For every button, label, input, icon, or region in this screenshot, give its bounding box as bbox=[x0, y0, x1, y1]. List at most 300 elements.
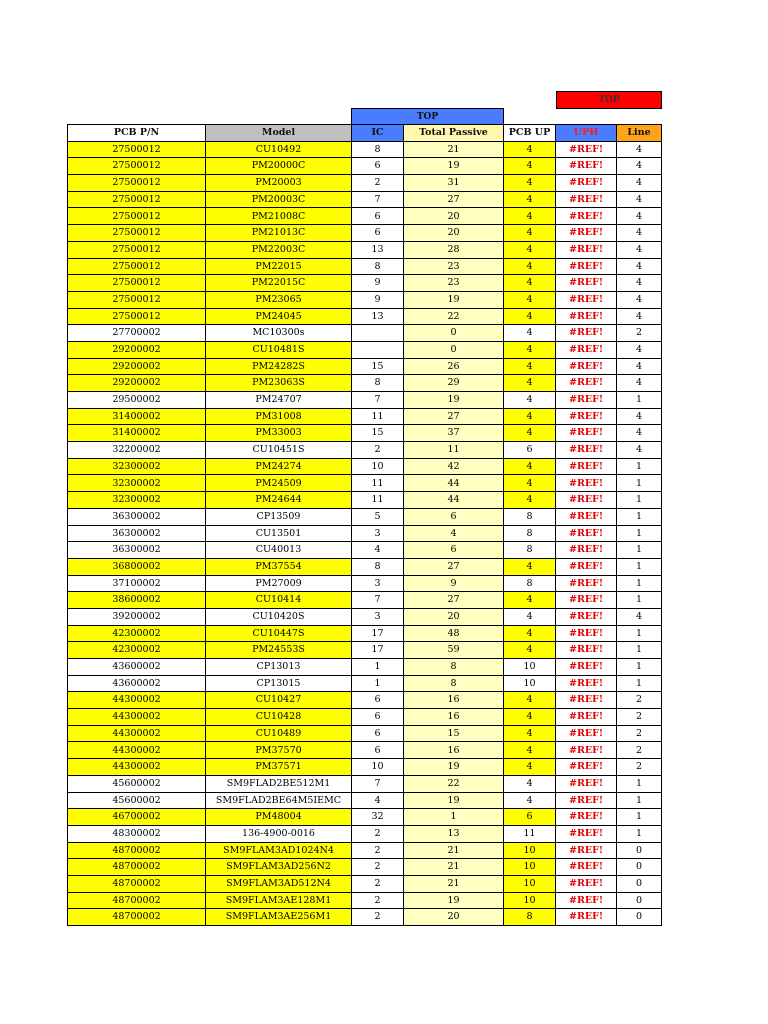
cell-model: CP13013 bbox=[206, 659, 352, 676]
cell-total-passive: 59 bbox=[404, 642, 504, 659]
cell-pcb-pn: 36300002 bbox=[68, 508, 206, 525]
cell-pcb-pn: 31400002 bbox=[68, 425, 206, 442]
table-row bbox=[68, 442, 662, 459]
cell-line: 4 bbox=[617, 408, 662, 425]
cell-uph: #REF! bbox=[556, 208, 617, 225]
cell-total-passive: 44 bbox=[404, 492, 504, 509]
cell-line: 2 bbox=[617, 725, 662, 742]
cell-uph: #REF! bbox=[556, 859, 617, 876]
cell-pcb-up: 4 bbox=[504, 275, 556, 292]
table-row bbox=[68, 809, 662, 826]
cell-ic: 6 bbox=[352, 692, 404, 709]
table-row bbox=[68, 825, 662, 842]
cell-total-passive: 20 bbox=[404, 225, 504, 242]
cell-uph: #REF! bbox=[556, 525, 617, 542]
cell-uph: #REF! bbox=[556, 392, 617, 409]
cell-line: 4 bbox=[617, 225, 662, 242]
cell-pcb-up: 10 bbox=[504, 875, 556, 892]
cell-pcb-pn: 27500012 bbox=[68, 208, 206, 225]
cell-pcb-up: 4 bbox=[504, 358, 556, 375]
header-ic: IC bbox=[352, 125, 404, 142]
table-row bbox=[68, 892, 662, 909]
cell-total-passive: 19 bbox=[404, 158, 504, 175]
table-row bbox=[68, 141, 662, 158]
cell-pcb-pn: 44300002 bbox=[68, 692, 206, 709]
cell-ic: 2 bbox=[352, 909, 404, 926]
table-row bbox=[68, 625, 662, 642]
cell-line: 4 bbox=[617, 241, 662, 258]
cell-pcb-pn: 43600002 bbox=[68, 675, 206, 692]
cell-total-passive: 31 bbox=[404, 175, 504, 192]
cell-uph: #REF! bbox=[556, 358, 617, 375]
cell-total-passive: 44 bbox=[404, 475, 504, 492]
table-row bbox=[68, 909, 662, 926]
cell-uph: #REF! bbox=[556, 742, 617, 759]
cell-pcb-up: 8 bbox=[504, 525, 556, 542]
cell-pcb-pn: 39200002 bbox=[68, 608, 206, 625]
cell-line: 4 bbox=[617, 158, 662, 175]
cell-pcb-up: 4 bbox=[504, 475, 556, 492]
table-row bbox=[68, 575, 662, 592]
table-row bbox=[68, 275, 662, 292]
cell-line: 1 bbox=[617, 659, 662, 676]
cell-uph: #REF! bbox=[556, 608, 617, 625]
cell-total-passive: 19 bbox=[404, 291, 504, 308]
cell-total-passive: 8 bbox=[404, 675, 504, 692]
cell-pcb-pn: 36800002 bbox=[68, 558, 206, 575]
cell-ic: 13 bbox=[352, 308, 404, 325]
cell-ic: 3 bbox=[352, 575, 404, 592]
cell-model: PM37571 bbox=[206, 759, 352, 776]
cell-total-passive: 15 bbox=[404, 725, 504, 742]
cell-uph: #REF! bbox=[556, 842, 617, 859]
cell-total-passive: 19 bbox=[404, 392, 504, 409]
cell-ic: 11 bbox=[352, 408, 404, 425]
cell-pcb-up: 6 bbox=[504, 442, 556, 459]
cell-uph: #REF! bbox=[556, 875, 617, 892]
cell-uph: #REF! bbox=[556, 625, 617, 642]
cell-line: 1 bbox=[617, 675, 662, 692]
cell-pcb-pn: 48700002 bbox=[68, 892, 206, 909]
cell-pcb-up: 4 bbox=[504, 225, 556, 242]
table-row bbox=[68, 208, 662, 225]
cell-pcb-pn: 27500012 bbox=[68, 191, 206, 208]
cell-line: 1 bbox=[617, 475, 662, 492]
cell-line: 1 bbox=[617, 642, 662, 659]
cell-model: CU13501 bbox=[206, 525, 352, 542]
cell-model: PM24282S bbox=[206, 358, 352, 375]
cell-uph: #REF! bbox=[556, 692, 617, 709]
cell-model: CU10414 bbox=[206, 592, 352, 609]
cell-pcb-pn: 32300002 bbox=[68, 492, 206, 509]
cell-uph: #REF! bbox=[556, 825, 617, 842]
header-uph: UPH bbox=[556, 125, 617, 142]
cell-ic: 7 bbox=[352, 775, 404, 792]
cell-line: 2 bbox=[617, 692, 662, 709]
cell-uph: #REF! bbox=[556, 775, 617, 792]
cell-ic: 8 bbox=[352, 558, 404, 575]
cell-pcb-up: 11 bbox=[504, 825, 556, 842]
cell-ic: 11 bbox=[352, 475, 404, 492]
table-row bbox=[68, 642, 662, 659]
cell-pcb-up: 10 bbox=[504, 675, 556, 692]
table-row bbox=[68, 225, 662, 242]
cell-model: PM23063S bbox=[206, 375, 352, 392]
cell-total-passive: 22 bbox=[404, 775, 504, 792]
table-row bbox=[68, 775, 662, 792]
table-row bbox=[68, 842, 662, 859]
cell-pcb-up: 4 bbox=[504, 642, 556, 659]
cell-pcb-up: 4 bbox=[504, 709, 556, 726]
cell-pcb-up: 8 bbox=[504, 508, 556, 525]
cell-total-passive: 19 bbox=[404, 892, 504, 909]
table-row bbox=[68, 508, 662, 525]
table-row bbox=[68, 158, 662, 175]
cell-uph: #REF! bbox=[556, 792, 617, 809]
cell-model: PM23065 bbox=[206, 291, 352, 308]
cell-model: PM24553S bbox=[206, 642, 352, 659]
cell-total-passive: 20 bbox=[404, 608, 504, 625]
cell-uph: #REF! bbox=[556, 759, 617, 776]
table-row bbox=[68, 258, 662, 275]
table-row bbox=[68, 709, 662, 726]
cell-ic: 32 bbox=[352, 809, 404, 826]
table-row bbox=[68, 291, 662, 308]
table-row bbox=[68, 358, 662, 375]
cell-pcb-pn: 27500012 bbox=[68, 158, 206, 175]
cell-model: CU40013 bbox=[206, 542, 352, 559]
cell-line: 1 bbox=[617, 575, 662, 592]
cell-total-passive: 21 bbox=[404, 842, 504, 859]
header-pcb-pn: PCB P/N bbox=[68, 125, 206, 142]
cell-line: 1 bbox=[617, 775, 662, 792]
table-row bbox=[68, 692, 662, 709]
cell-uph: #REF! bbox=[556, 341, 617, 358]
cell-pcb-up: 4 bbox=[504, 725, 556, 742]
cell-pcb-up: 4 bbox=[504, 308, 556, 325]
cell-ic: 6 bbox=[352, 158, 404, 175]
cell-model: SM9FLAM3AE256M1 bbox=[206, 909, 352, 926]
cell-model: PM24707 bbox=[206, 392, 352, 409]
cell-model: PM24644 bbox=[206, 492, 352, 509]
table-row bbox=[68, 408, 662, 425]
cell-model: CU10427 bbox=[206, 692, 352, 709]
cell-pcb-pn: 27500012 bbox=[68, 175, 206, 192]
cell-ic: 10 bbox=[352, 759, 404, 776]
cell-line: 0 bbox=[617, 892, 662, 909]
table-row bbox=[68, 542, 662, 559]
cell-pcb-up: 10 bbox=[504, 859, 556, 876]
table-row bbox=[68, 241, 662, 258]
cell-pcb-pn: 29200002 bbox=[68, 358, 206, 375]
cell-pcb-up: 4 bbox=[504, 592, 556, 609]
cell-pcb-up: 4 bbox=[504, 141, 556, 158]
cell-ic: 7 bbox=[352, 592, 404, 609]
table-row bbox=[68, 859, 662, 876]
cell-pcb-up: 4 bbox=[504, 425, 556, 442]
cell-model: PM27009 bbox=[206, 575, 352, 592]
cell-uph: #REF! bbox=[556, 642, 617, 659]
cell-total-passive: 0 bbox=[404, 341, 504, 358]
cell-total-passive: 21 bbox=[404, 875, 504, 892]
cell-ic: 7 bbox=[352, 191, 404, 208]
cell-uph: #REF! bbox=[556, 558, 617, 575]
cell-total-passive: 27 bbox=[404, 408, 504, 425]
cell-ic: 17 bbox=[352, 642, 404, 659]
table-row bbox=[68, 308, 662, 325]
cell-pcb-pn: 29500002 bbox=[68, 392, 206, 409]
cell-uph: #REF! bbox=[556, 458, 617, 475]
cell-pcb-pn: 27500012 bbox=[68, 291, 206, 308]
cell-total-passive: 21 bbox=[404, 859, 504, 876]
cell-pcb-pn: 29200002 bbox=[68, 341, 206, 358]
cell-total-passive: 27 bbox=[404, 191, 504, 208]
cell-uph: #REF! bbox=[556, 408, 617, 425]
cell-pcb-pn: 38600002 bbox=[68, 592, 206, 609]
cell-line: 1 bbox=[617, 492, 662, 509]
cell-ic: 10 bbox=[352, 458, 404, 475]
cell-pcb-pn: 48700002 bbox=[68, 909, 206, 926]
cell-pcb-up: 6 bbox=[504, 809, 556, 826]
cell-uph: #REF! bbox=[556, 141, 617, 158]
cell-model: PM22015C bbox=[206, 275, 352, 292]
cell-line: 2 bbox=[617, 742, 662, 759]
cell-pcb-pn: 27500012 bbox=[68, 225, 206, 242]
cell-pcb-up: 4 bbox=[504, 492, 556, 509]
cell-line: 0 bbox=[617, 875, 662, 892]
header-model: Model bbox=[206, 125, 352, 142]
cell-total-passive: 23 bbox=[404, 275, 504, 292]
cell-pcb-pn: 44300002 bbox=[68, 759, 206, 776]
table-row bbox=[68, 425, 662, 442]
cell-ic: 4 bbox=[352, 542, 404, 559]
cell-pcb-up: 4 bbox=[504, 759, 556, 776]
cell-model: PM24509 bbox=[206, 475, 352, 492]
cell-uph: #REF! bbox=[556, 175, 617, 192]
cell-pcb-up: 4 bbox=[504, 375, 556, 392]
cell-pcb-pn: 44300002 bbox=[68, 742, 206, 759]
header-total-passive: Total Passive bbox=[404, 125, 504, 142]
cell-pcb-pn: 42300002 bbox=[68, 625, 206, 642]
cell-model: SM9FLAM3AD512N4 bbox=[206, 875, 352, 892]
cell-model: CP13015 bbox=[206, 675, 352, 692]
cell-total-passive: 29 bbox=[404, 375, 504, 392]
cell-pcb-pn: 27500012 bbox=[68, 241, 206, 258]
cell-line: 4 bbox=[617, 258, 662, 275]
cell-pcb-pn: 45600002 bbox=[68, 775, 206, 792]
cell-ic: 8 bbox=[352, 258, 404, 275]
cell-ic bbox=[352, 341, 404, 358]
cell-ic: 1 bbox=[352, 675, 404, 692]
cell-pcb-up: 4 bbox=[504, 158, 556, 175]
cell-pcb-up: 8 bbox=[504, 909, 556, 926]
cell-pcb-up: 4 bbox=[504, 291, 556, 308]
cell-ic: 5 bbox=[352, 508, 404, 525]
cell-ic: 2 bbox=[352, 842, 404, 859]
cell-pcb-up: 4 bbox=[504, 175, 556, 192]
table-row bbox=[68, 492, 662, 509]
cell-pcb-up: 4 bbox=[504, 625, 556, 642]
cell-model: PM22003C bbox=[206, 241, 352, 258]
cell-line: 4 bbox=[617, 608, 662, 625]
cell-model: PM37570 bbox=[206, 742, 352, 759]
cell-model: SM9FLAD2BE64M5IEMC bbox=[206, 792, 352, 809]
cell-ic: 13 bbox=[352, 241, 404, 258]
cell-total-passive: 27 bbox=[404, 558, 504, 575]
cell-pcb-pn: 46700002 bbox=[68, 809, 206, 826]
cell-model: CU10481S bbox=[206, 341, 352, 358]
table-row bbox=[68, 475, 662, 492]
cell-pcb-up: 4 bbox=[504, 408, 556, 425]
cell-pcb-pn: 48300002 bbox=[68, 825, 206, 842]
cell-pcb-pn: 43600002 bbox=[68, 659, 206, 676]
cell-pcb-pn: 29200002 bbox=[68, 375, 206, 392]
cell-total-passive: 22 bbox=[404, 308, 504, 325]
cell-uph: #REF! bbox=[556, 542, 617, 559]
cell-uph: #REF! bbox=[556, 492, 617, 509]
cell-pcb-pn: 48700002 bbox=[68, 842, 206, 859]
cell-ic: 2 bbox=[352, 859, 404, 876]
cell-line: 2 bbox=[617, 325, 662, 342]
cell-line: 1 bbox=[617, 625, 662, 642]
cell-line: 2 bbox=[617, 709, 662, 726]
cell-line: 1 bbox=[617, 458, 662, 475]
table-row bbox=[68, 792, 662, 809]
table-row bbox=[68, 608, 662, 625]
cell-uph: #REF! bbox=[556, 475, 617, 492]
cell-line: 4 bbox=[617, 341, 662, 358]
table-row bbox=[68, 742, 662, 759]
cell-ic: 17 bbox=[352, 625, 404, 642]
cell-pcb-pn: 48700002 bbox=[68, 875, 206, 892]
cell-line: 4 bbox=[617, 308, 662, 325]
cell-uph: #REF! bbox=[556, 275, 617, 292]
cell-model: PM22015 bbox=[206, 258, 352, 275]
cell-ic: 2 bbox=[352, 892, 404, 909]
cell-model: CU10451S bbox=[206, 442, 352, 459]
table-row bbox=[68, 725, 662, 742]
cell-total-passive: 20 bbox=[404, 208, 504, 225]
cell-line: 1 bbox=[617, 542, 662, 559]
top-red-label: TOP bbox=[556, 91, 662, 109]
cell-ic: 6 bbox=[352, 742, 404, 759]
cell-total-passive: 6 bbox=[404, 508, 504, 525]
cell-pcb-pn: 48700002 bbox=[68, 859, 206, 876]
cell-uph: #REF! bbox=[556, 158, 617, 175]
table-row bbox=[68, 341, 662, 358]
header-line: Line bbox=[617, 125, 662, 142]
cell-line: 1 bbox=[617, 792, 662, 809]
cell-uph: #REF! bbox=[556, 675, 617, 692]
table-row bbox=[68, 592, 662, 609]
cell-uph: #REF! bbox=[556, 709, 617, 726]
cell-ic: 9 bbox=[352, 291, 404, 308]
cell-pcb-pn: 42300002 bbox=[68, 642, 206, 659]
cell-ic: 6 bbox=[352, 225, 404, 242]
cell-total-passive: 48 bbox=[404, 625, 504, 642]
cell-pcb-pn: 45600002 bbox=[68, 792, 206, 809]
cell-model: SM9FLAM3AD256N2 bbox=[206, 859, 352, 876]
cell-ic: 6 bbox=[352, 208, 404, 225]
cell-pcb-pn: 27700002 bbox=[68, 325, 206, 342]
cell-pcb-up: 4 bbox=[504, 341, 556, 358]
cell-model: PM24274 bbox=[206, 458, 352, 475]
cell-ic: 4 bbox=[352, 792, 404, 809]
pcb-table bbox=[67, 124, 662, 926]
cell-line: 4 bbox=[617, 375, 662, 392]
cell-model: CP13509 bbox=[206, 508, 352, 525]
cell-total-passive: 16 bbox=[404, 692, 504, 709]
cell-uph: #REF! bbox=[556, 909, 617, 926]
cell-line: 1 bbox=[617, 825, 662, 842]
cell-model: PM21013C bbox=[206, 225, 352, 242]
cell-line: 0 bbox=[617, 859, 662, 876]
cell-ic: 2 bbox=[352, 442, 404, 459]
cell-uph: #REF! bbox=[556, 659, 617, 676]
cell-total-passive: 28 bbox=[404, 241, 504, 258]
cell-uph: #REF! bbox=[556, 258, 617, 275]
cell-model: PM21008C bbox=[206, 208, 352, 225]
cell-model: PM20003C bbox=[206, 191, 352, 208]
cell-pcb-pn: 32300002 bbox=[68, 458, 206, 475]
cell-pcb-up: 4 bbox=[504, 458, 556, 475]
cell-uph: #REF! bbox=[556, 241, 617, 258]
cell-pcb-pn: 44300002 bbox=[68, 709, 206, 726]
cell-pcb-up: 8 bbox=[504, 542, 556, 559]
cell-uph: #REF! bbox=[556, 809, 617, 826]
cell-total-passive: 21 bbox=[404, 141, 504, 158]
table-row bbox=[68, 458, 662, 475]
cell-line: 1 bbox=[617, 525, 662, 542]
cell-pcb-pn: 27500012 bbox=[68, 141, 206, 158]
cell-uph: #REF! bbox=[556, 508, 617, 525]
cell-total-passive: 1 bbox=[404, 809, 504, 826]
cell-pcb-up: 4 bbox=[504, 325, 556, 342]
cell-ic: 8 bbox=[352, 375, 404, 392]
cell-pcb-up: 4 bbox=[504, 692, 556, 709]
table-row bbox=[68, 392, 662, 409]
cell-uph: #REF! bbox=[556, 325, 617, 342]
cell-total-passive: 37 bbox=[404, 425, 504, 442]
cell-line: 0 bbox=[617, 909, 662, 926]
cell-pcb-up: 8 bbox=[504, 575, 556, 592]
cell-total-passive: 23 bbox=[404, 258, 504, 275]
cell-ic: 2 bbox=[352, 875, 404, 892]
cell-line: 1 bbox=[617, 508, 662, 525]
cell-ic: 15 bbox=[352, 425, 404, 442]
cell-pcb-pn: 44300002 bbox=[68, 725, 206, 742]
cell-pcb-up: 4 bbox=[504, 608, 556, 625]
cell-line: 1 bbox=[617, 392, 662, 409]
cell-uph: #REF! bbox=[556, 191, 617, 208]
cell-ic: 3 bbox=[352, 525, 404, 542]
cell-total-passive: 42 bbox=[404, 458, 504, 475]
cell-pcb-up: 4 bbox=[504, 392, 556, 409]
cell-total-passive: 4 bbox=[404, 525, 504, 542]
cell-total-passive: 20 bbox=[404, 909, 504, 926]
top-blue-label: TOP bbox=[351, 108, 504, 126]
header-pcb-up: PCB UP bbox=[504, 125, 556, 142]
cell-ic: 9 bbox=[352, 275, 404, 292]
cell-ic: 3 bbox=[352, 608, 404, 625]
cell-pcb-pn: 27500012 bbox=[68, 258, 206, 275]
cell-ic: 8 bbox=[352, 141, 404, 158]
cell-uph: #REF! bbox=[556, 375, 617, 392]
cell-pcb-up: 4 bbox=[504, 742, 556, 759]
table-row bbox=[68, 558, 662, 575]
cell-line: 1 bbox=[617, 558, 662, 575]
cell-uph: #REF! bbox=[556, 592, 617, 609]
